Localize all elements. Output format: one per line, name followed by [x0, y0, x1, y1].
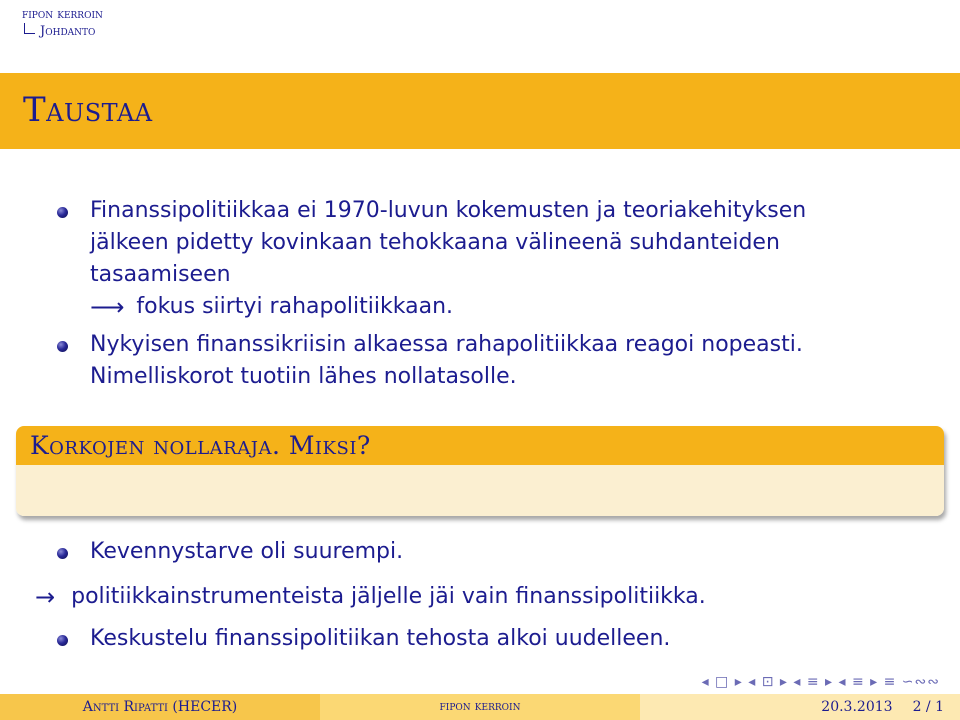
continuation-text: fokus siirtyi rahapolitiikkaan. — [136, 294, 453, 319]
long-right-arrow-icon: ⟶ — [90, 293, 125, 321]
block-title: Korkojen nollaraja. Miksi? — [30, 431, 371, 460]
frame-title-bar — [0, 73, 960, 149]
list-item — [55, 195, 915, 323]
list-item — [55, 536, 935, 568]
block-header — [16, 426, 944, 465]
list-item-text — [90, 195, 806, 323]
breadcrumb-subsection[interactable]: Johdanto — [40, 24, 96, 39]
breadcrumb — [22, 6, 103, 40]
block-box — [16, 426, 944, 516]
bottom-bullet-list — [35, 536, 935, 655]
list-item — [55, 623, 935, 655]
bullet-ball-icon — [57, 341, 68, 352]
list-item-text: Keskustelu finanssipolitiikan tehosta alkoi uudelleen. — [90, 626, 671, 651]
bullet-ball-icon — [57, 548, 68, 559]
list-item-line: Finanssipolitiikkaa ei 1970-luvun kokemusten ja teoriakehityksen — [90, 198, 807, 223]
list-item-line: tasaamiseen — [90, 262, 231, 287]
list-item-text: politiikkainstrumenteista jäljelle jäi vain finanssipolitiikka. — [71, 584, 706, 609]
list-item-text: Kevennystarve oli suurempi. — [90, 539, 404, 564]
page-number: 2 / 1 — [912, 699, 944, 715]
block-body — [16, 465, 944, 516]
footer-date: 20.3.2013 — [821, 699, 893, 715]
list-item — [35, 581, 935, 613]
right-arrow-icon: → — [35, 583, 56, 611]
footer-title — [320, 694, 640, 720]
author-name: Antti Ripatti (HECER) — [82, 699, 238, 715]
list-item-line: jälkeen pidetty kovinkaan tehokkaana välineenä suhdanteiden — [90, 230, 780, 255]
breadcrumb-section[interactable]: fipon kerroin — [22, 7, 103, 22]
tree-corner-icon — [24, 23, 35, 34]
navigation-symbols[interactable]: ◂ □ ▸ ◂ ⊡ ▸ ◂ ≡ ▸ ◂ ≡ ▸ ≡ ∽∾∾ — [701, 674, 940, 690]
frame-title: Taustaa — [23, 90, 153, 130]
short-title: fipon kerroin — [439, 699, 521, 714]
footer-author — [0, 694, 320, 720]
list-item — [55, 329, 915, 393]
bullet-ball-icon — [57, 207, 68, 218]
footer — [0, 694, 960, 720]
footer-right — [640, 694, 960, 720]
list-item-line: Nykyisen finanssikriisin alkaessa rahapolitiikkaa reagoi nopeasti. — [90, 332, 803, 357]
list-item-line: Nimelliskorot tuotiin lähes nollatasolle. — [90, 364, 517, 389]
bullet-ball-icon — [57, 635, 68, 646]
continuation-line — [90, 291, 806, 323]
breadcrumb-subsection-row — [22, 23, 103, 40]
top-bullet-list — [55, 195, 915, 393]
list-item-text — [90, 329, 803, 393]
